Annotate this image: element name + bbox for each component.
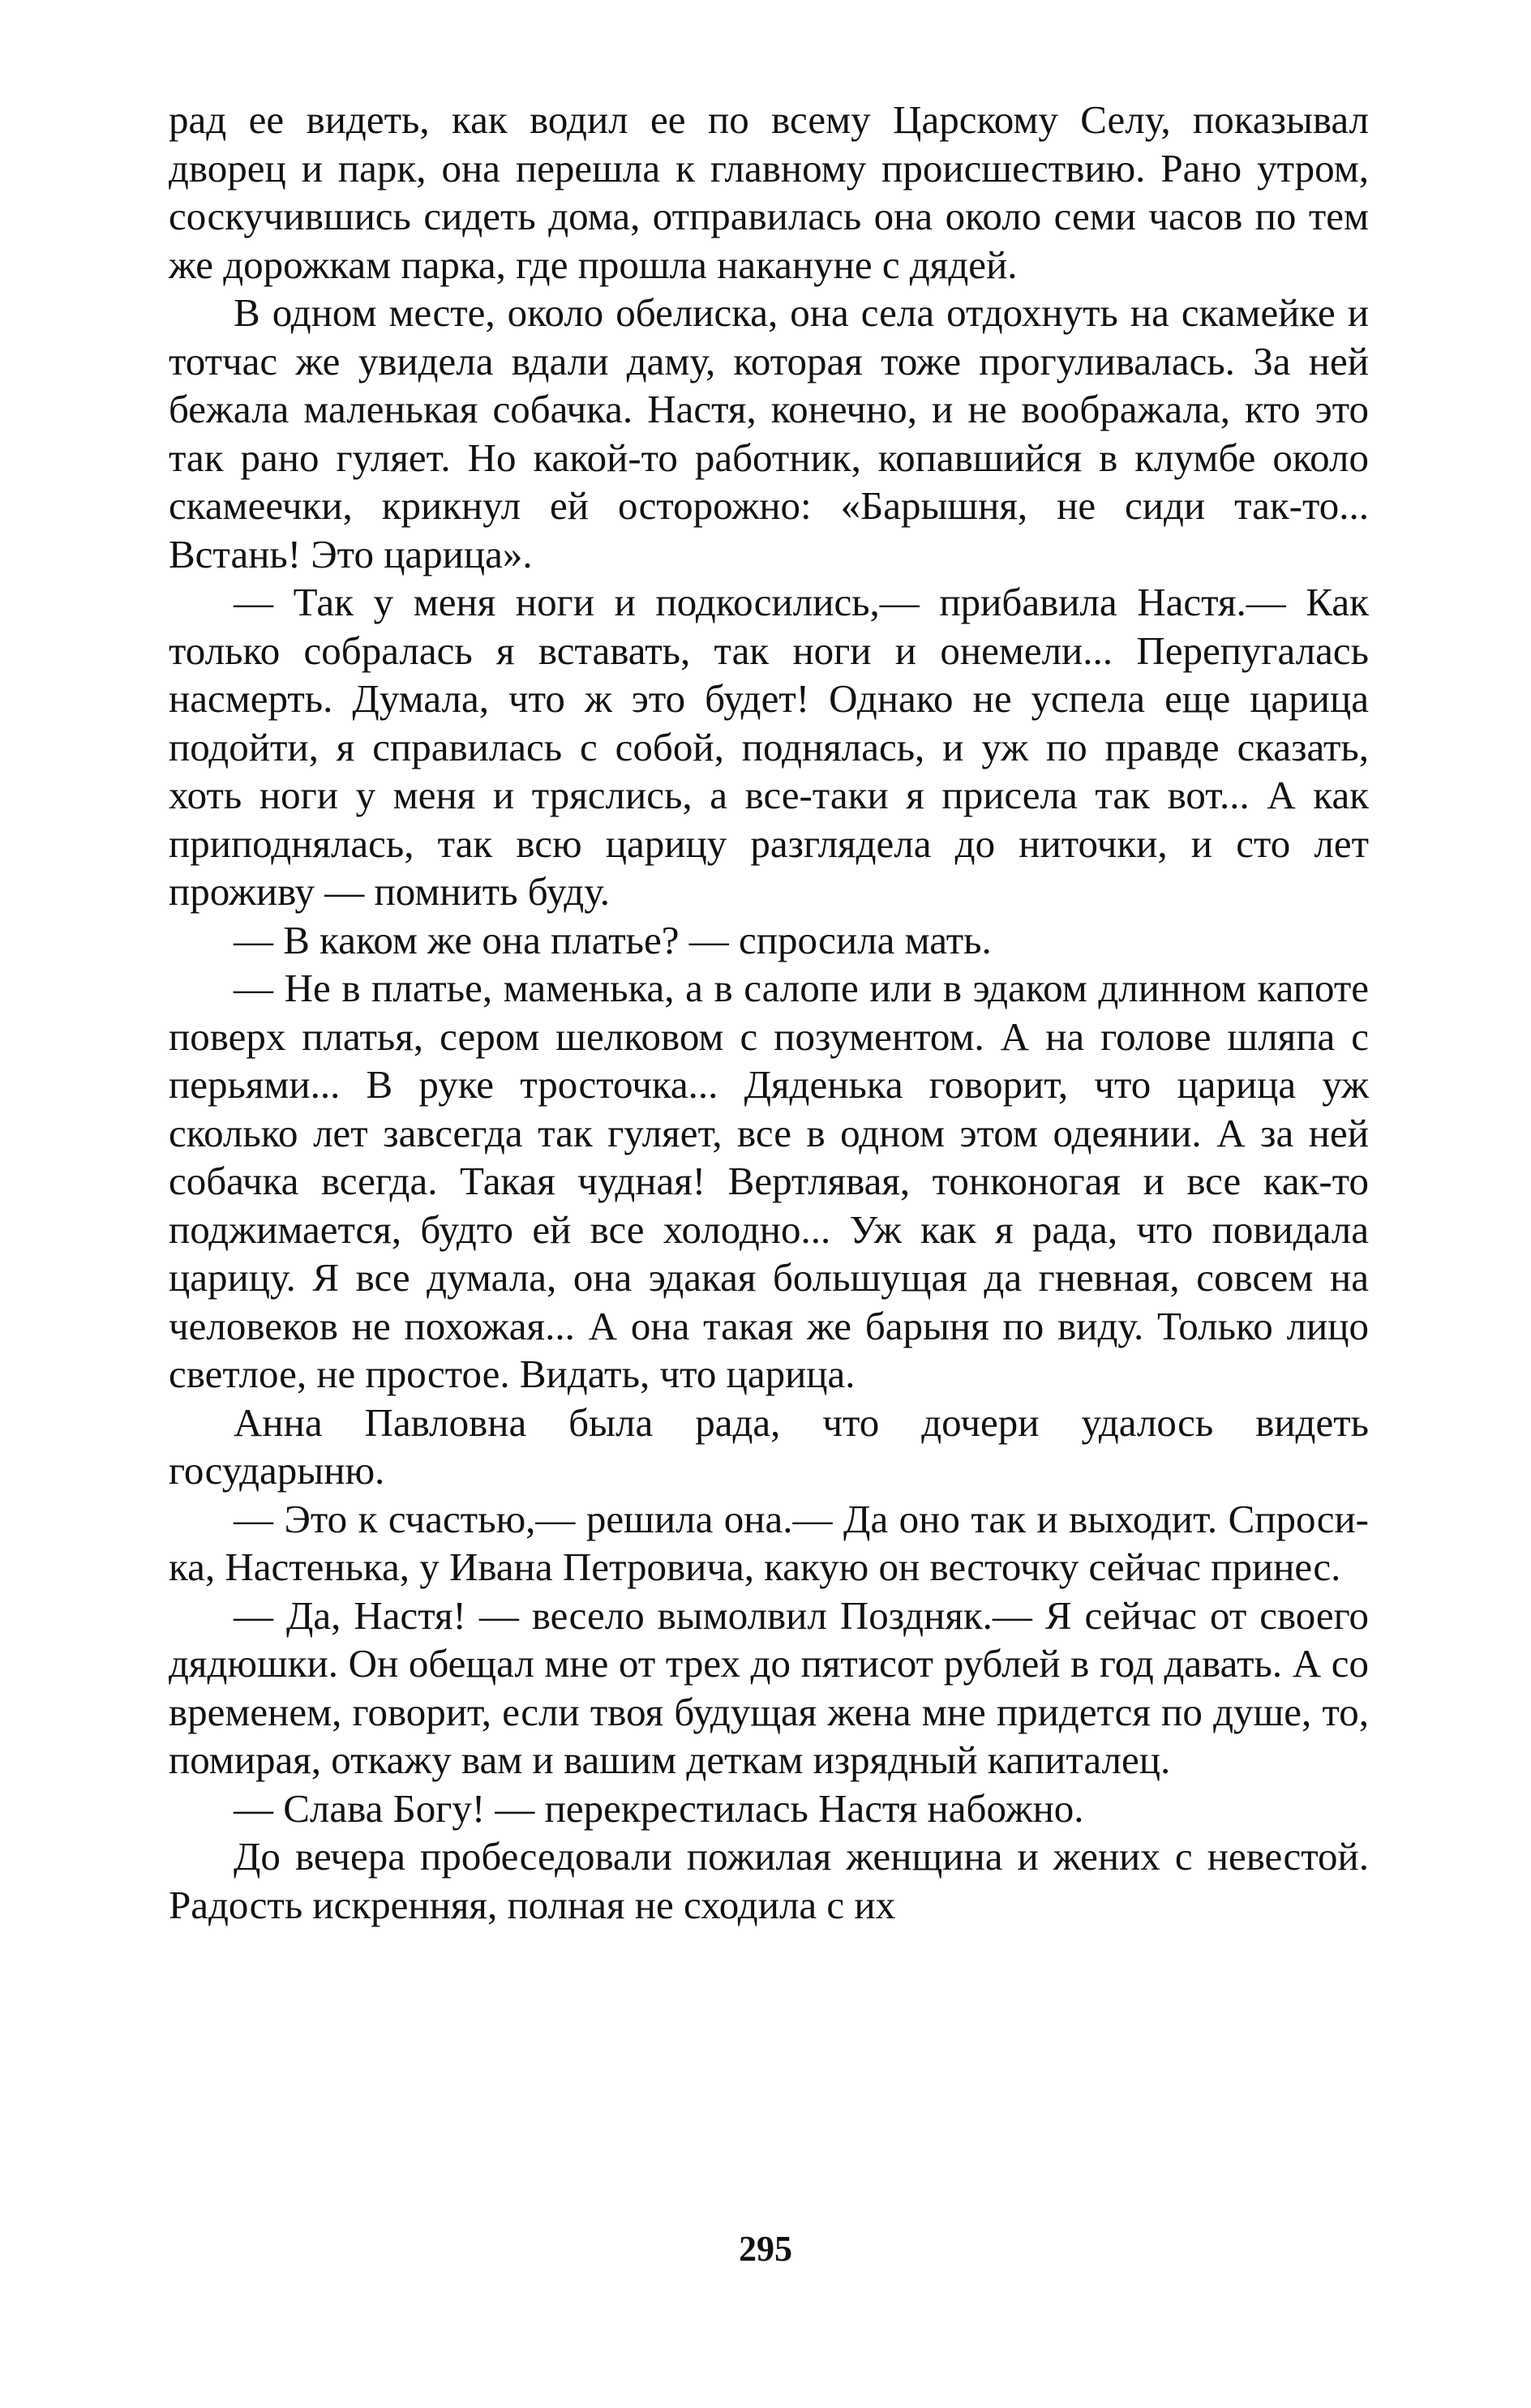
paragraph: — Да, Настя! — весело вымолвил Поздняк.— Я сейчас от своего дядюшки. Он обещал мне от трех до пятисот рублей в год давать. А со временем, говорит, если твоя будущая жена мне придется по душе, то, помирая, откажу вам и вашим деткам изрядный капиталец. — [169, 1592, 1369, 1782]
paragraph: рад ее видеть, как водил ее по всему Царскому Селу, показывал дворец и парк, она перешла к главному происшествию. Рано утром, соскучившись сидеть дома, отправилась она около семи часов по тем же дорожкам парка, где прошла накануне с дядей. — [169, 97, 1369, 287]
body-text — [169, 96, 1369, 1929]
paragraph: — Это к счастью,— решила она.— Да оно так и выходит. Спроси-ка, Настенька, у Ивана Петровича, какую он весточку сейчас принес. — [169, 1496, 1369, 1589]
paragraph: В одном месте, около обелиска, она села отдохнуть на скамейке и тотчас же увидела вдали даму, которая тоже прогуливалась. За ней бежала маленькая собачка. Настя, конечно, и не воображала, кто это так рано гуляет. Но какой-то работник, копавшийся в клумбе около скамеечки, крикнул ей осторожно: «Барышня, не сиди так-то... Встань! Это царица». — [169, 290, 1369, 576]
paragraph: — Слава Богу! — перекрестилась Настя набожно. — [234, 1785, 1084, 1831]
paragraph: До вечера пробеседовали пожилая женщина и жених с невестой. Радость искренняя, полная не сходила с их — [169, 1834, 1369, 1927]
paragraph: Анна Павловна была рада, что дочери удалось видеть государыню. — [169, 1399, 1369, 1493]
page-number: 295 — [739, 2229, 792, 2269]
paragraph: — В каком же она платье? — спросила мать. — [234, 917, 992, 962]
paragraph: — Так у меня ноги и подкосились,— прибавила Настя.— Как только собралась я вставать, так ноги и онемели... Перепугалась насмерть. Думала, что ж это будет! Однако не успела еще царица подойти, я справилась с собой, поднялась, и уж по правде сказать, хоть ноги у меня и тряслись, а все-таки я присела так вот... А как приподнялась, так всю царицу разглядела до ниточки, и сто лет проживу — помнить буду. — [169, 580, 1369, 914]
paragraph: — Не в платье, маменька, а в салопе или в эдаком длинном капоте поверх платья, сером шелковом с позументом. А на голове шляпа с перьями... В руке тросточка... Дяденька говорит, что царица уж сколько лет завсегда так гуляет, все в одном этом одеянии. А за ней собачка всегда. Такая чудная! Вертлявая, тонконогая и все как-то поджимается, будто ей все холодно... Уж как я рада, что повидала царицу. Я все думала, она эдакая большущая да гневная, совсем на человеков не похожая... А она такая же барыня по виду. Только лицо светлое, не простое. Видать, что царица. — [169, 966, 1369, 1396]
